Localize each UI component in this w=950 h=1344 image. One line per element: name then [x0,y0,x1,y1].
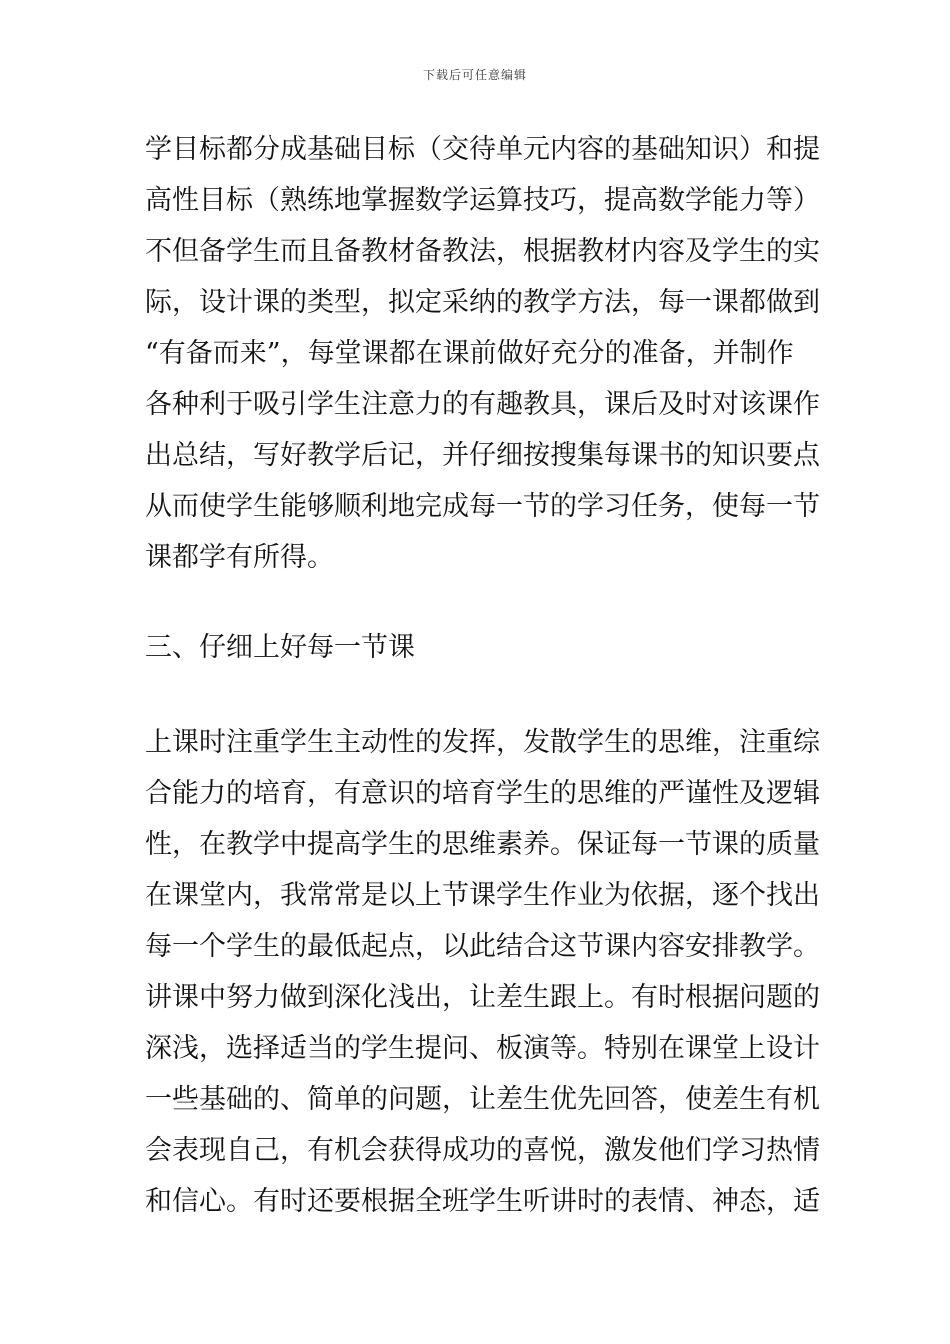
text-line: 讲课中努力做到深化浅出，让差生跟上。有时根据问题的 [145,982,820,1013]
text-line: 出总结，写好教学后记，并仔细按搜集每课书的知识要点 [145,440,820,471]
paragraph-class-teaching [145,717,820,1227]
text-line: 在课堂内，我常常是以上节课学生作业为依据，逐个找出 [145,880,820,911]
text-line: 从而使学生能够顺利地完成每一节的学习任务，使每一节 [145,491,820,522]
text-line: 每一个学生的最低起点，以此结合这节课内容安排教学。 [145,931,820,962]
text-line: 高性目标（熟练地掌握数学运算技巧，提高数学能力等） [145,185,820,216]
text-line: 性，在教学中提高学生的思维素养。保证每一节课的质量 [145,829,820,860]
text-line: “有备而来”，每堂课都在课前做好充分的准备，并制作 [145,338,794,369]
text-line: 际，设计课的类型，拟定采纳的教学方法，每一课都做到 [145,287,820,318]
text-line: 深浅，选择适当的学生提问、板演等。特别在课堂上设计 [145,1033,820,1064]
text-line: 会表现自己，有机会获得成功的喜悦，激发他们学习热情 [145,1135,820,1166]
section-heading [145,622,810,673]
text-line: 各种利于吸引学生注意力的有趣教具，课后及时对该课作 [145,389,820,420]
text-line: 上课时注重学生主动性的发挥，发散学生的思维，注重综 [145,727,820,758]
text-line: 不但备学生而且备教材备教法，根据教材内容及学生的实 [145,236,820,267]
section-heading-text: 三、仔细上好每一节课 [145,632,415,663]
page-header: 下载后可任意编辑 [422,68,527,82]
text-line: 课都学有所得。 [145,542,334,573]
text-line: 一些基础的、简单的问题，让差生优先回答，使差生有机 [145,1084,820,1115]
paragraph-lesson-prep [145,124,820,583]
text-line: 学目标都分成基础目标（交待单元内容的基础知识）和提 [145,134,820,165]
text-line: 和信心。有时还要根据全班学生听讲时的表情、神态，适 [145,1186,820,1217]
text-line: 合能力的培育，有意识的培育学生的思维的严谨性及逻辑 [145,778,820,809]
